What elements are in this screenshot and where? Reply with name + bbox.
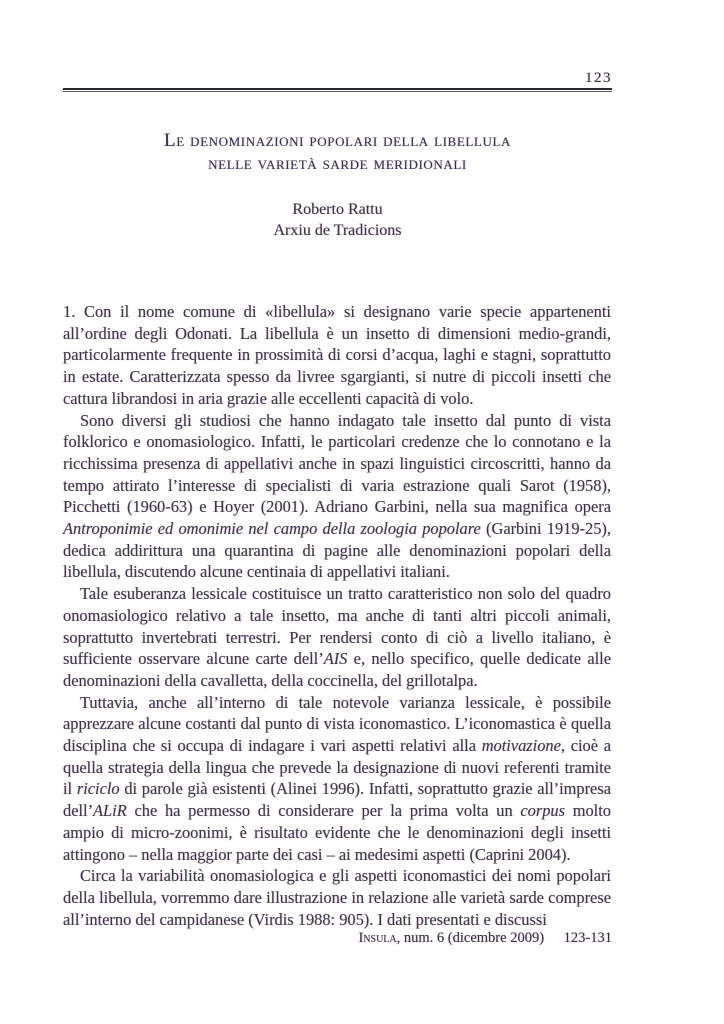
text-run: , cioè a quella strategia della lingua che prevede la designazione di nuovi referenti tramite il (63, 736, 611, 799)
text-run: di parole già esistenti (Alinei 1996). Infatti, soprattutto grazie all’impresa dell’ (63, 779, 611, 821)
text-run: Tale esuberanza lessicale costituisce un tratto caratteristico non solo del quadro onomasiologico relativo a tale insetto, ma anche di tanti altri piccoli animali, soprattutto invertebrati terrestri. Per rendersi conto di ciò a livello italiano, è sufficiente osservare alcune carte dell’ (63, 584, 611, 669)
text-run: Circa la variabilità onomasiologica e gli aspetti iconomastici dei nomi popolari della libellula, vorremmo dare illustrazione in relazione alle varietà sarde comprese all’interno del campidanese (Virdis 1988: 905). I dati presentati e discussi (63, 866, 611, 929)
issue-info: , num. 6 (dicembre 2009) (396, 930, 545, 946)
paragraph (63, 410, 611, 584)
italic-run: ALiR (93, 801, 127, 821)
italic-run: Antroponimie ed omonimie nel campo della zoologia popolare (63, 519, 481, 539)
text-run: Sono diversi gli studiosi che hanno indagato tale insetto dal punto di vista folklorico e onomasiologico. Infatti, le particolari credenze che lo connotano e la ricchissima presenza di appellativi anche in spazi linguistici circoscritti, hanno da tempo attirato l’interesse di specialisti di varia estrazione quali Sarot (1958), Picchetti (1960-63) e Hoyer (2001). Adriano Garbini, nella sua magnifica opera (63, 410, 611, 517)
text-run: Tuttavia, anche all’interno di tale notevole varianza lessicale, è possibile apprezzare alcune costanti dal punto di vista iconomastico. L’iconomastica è quella disciplina che si occupa di indagare i vari aspetti relativi alla (63, 692, 611, 756)
article-title (63, 129, 612, 175)
paragraph (63, 865, 611, 930)
page-number: 123 (585, 70, 612, 86)
paragraph (63, 301, 611, 410)
text-run: e, nello specifico, quelle dedicate alle denominazioni della cavalletta, della coccinella, del grillotalpa. (63, 649, 611, 690)
paragraph (63, 583, 611, 692)
header-rule (63, 88, 612, 92)
text-run: 1. Con il nome comune di «libellula» si designano varie specie appartenenti all’ordine degli Odonati. La libellula è un insetto di dimensioni medio-grandi, particolarmente frequente in prossimità di corsi d’acqua, laghi e stagni, soprattutto in estate. Caratterizzata spesso da livree sgargianti, si nutre di piccoli insetti che cattura librandosi in aria grazie alle eccellenti capacità di volo. (63, 302, 611, 408)
author-block (63, 199, 612, 241)
italic-run: corpus (520, 801, 565, 821)
title-line-2: nelle varietà sarde meridionali (208, 153, 467, 174)
title-line-1: Le denominazioni popolari della libellula (164, 130, 511, 151)
author-affiliation: Arxiu de Tradicions (273, 222, 402, 239)
journal-footer (63, 930, 612, 947)
italic-run: riciclo (76, 779, 120, 799)
text-run: molto ampio di micro-zoonimi, è risultato evidente che le denominazioni degli insetti attingono – nella maggior parte dei casi – ai medesimi aspetti (Caprini 2004). (63, 801, 611, 864)
footer-page-range: 123-131 (563, 930, 612, 946)
journal-name: Insula (358, 930, 397, 946)
text-run: (Garbini 1919-25), dedica addirittura una quarantina di pagine alle denominazioni popolari della libellula, discutendo alcune centinaia di appellativi italiani. (63, 519, 611, 582)
article-body (63, 301, 611, 930)
italic-run: motivazione (481, 736, 561, 756)
paragraph (63, 692, 611, 866)
author-name: Roberto Rattu (292, 201, 383, 218)
text-run: che ha permesso di considerare per la prima volta un (126, 801, 521, 821)
italic-run: AIS (323, 649, 348, 669)
